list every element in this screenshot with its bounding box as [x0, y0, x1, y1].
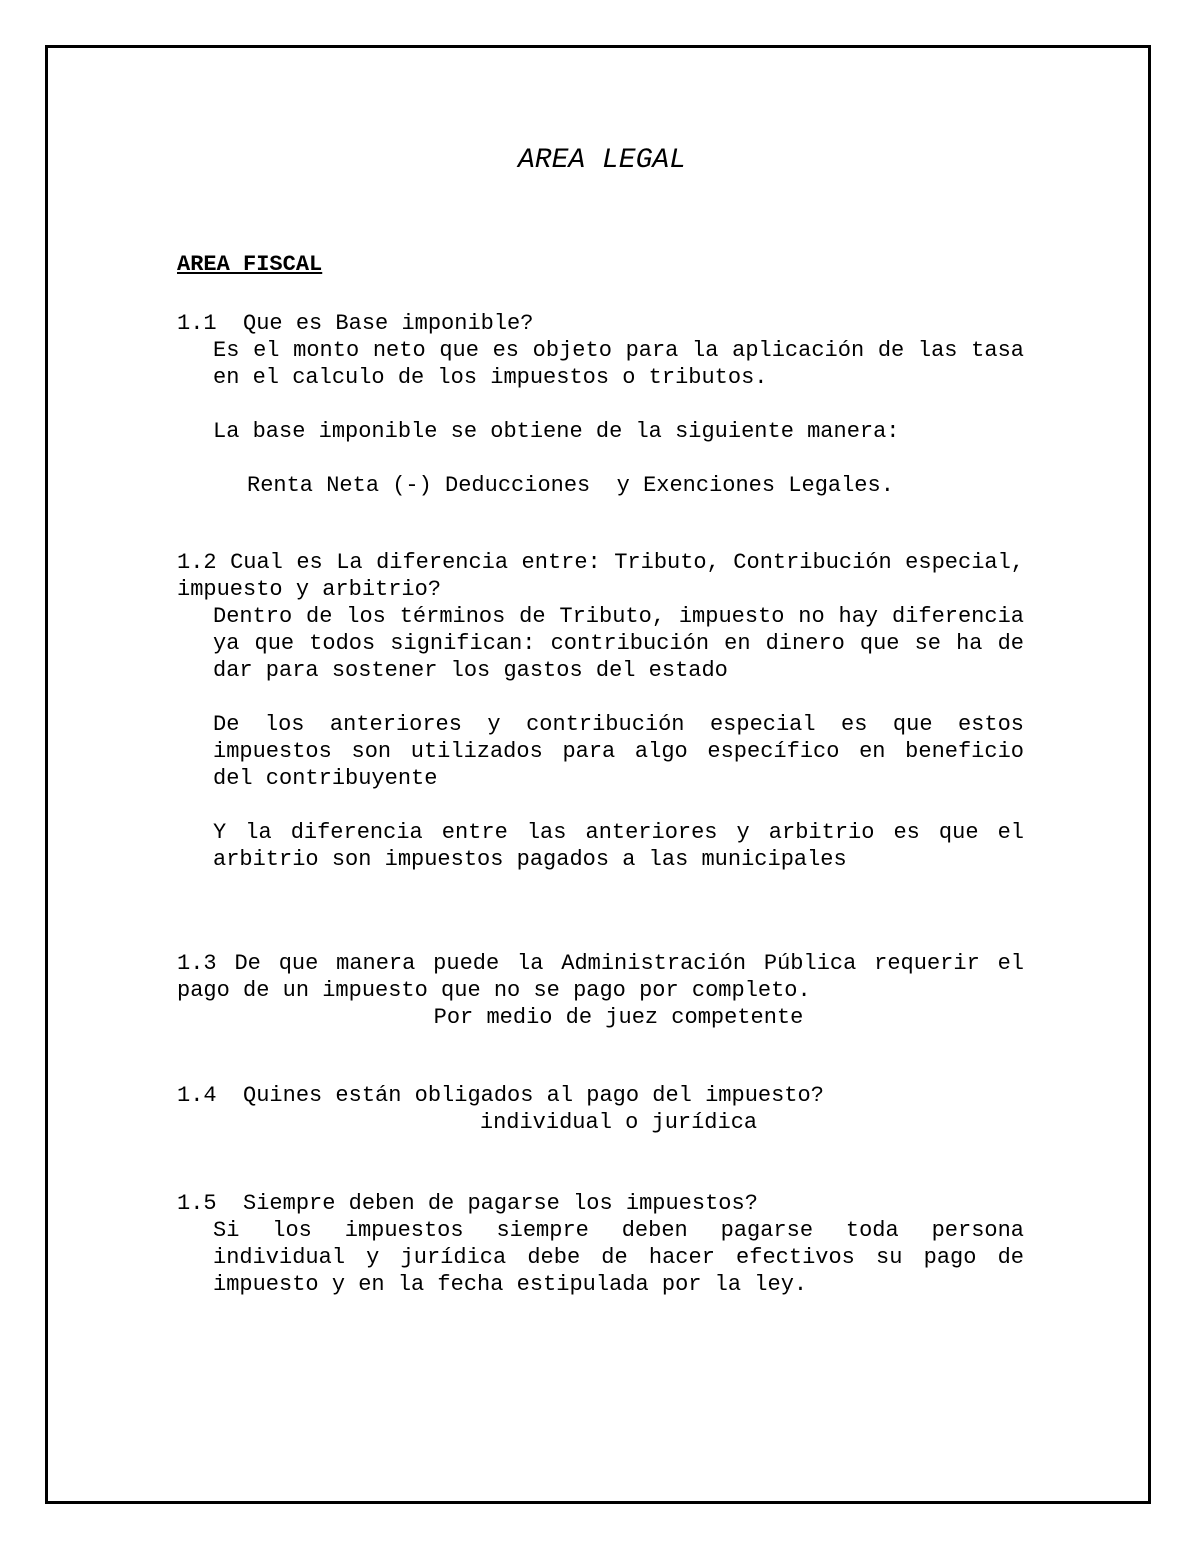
- question-1-3-title: [177, 950, 1024, 1004]
- question-1-1: [177, 310, 1024, 499]
- question-text: Quines están obligados al pago del impuesto?: [243, 1083, 824, 1108]
- question-1-4-title: [177, 1082, 1024, 1109]
- question-number: 1.1: [177, 311, 217, 336]
- answer-line: individual o jurídica: [479, 1110, 758, 1135]
- question-number: 1.4: [177, 1083, 217, 1108]
- answer-paragraph: De los anteriores y contribución especial es que estos impuestos son utilizados para algo específico en beneficio del contribuyente: [213, 712, 1024, 791]
- question-1-1-title: [177, 310, 1024, 337]
- answer-paragraph: La base imponible se obtiene de la siguiente manera:: [213, 419, 900, 444]
- formula-line: Renta Neta (-) Deducciones y Exenciones Legales.: [247, 473, 894, 498]
- answer-paragraph: Y la diferencia entre las anteriores y arbitrio es que el arbitrio son impuestos pagados a las municipales: [213, 820, 1024, 872]
- question-1-3: [177, 950, 1024, 1031]
- document-title: AREA LEGAL: [517, 145, 687, 176]
- answer-paragraph: Dentro de los términos de Tributo, impuesto no hay diferencia ya que todos significan: contribución en dinero que se ha de dar para sostener los gastos del estado: [213, 604, 1024, 683]
- question-1-2-title: [177, 549, 1024, 603]
- question-1-5-title: [177, 1190, 1024, 1217]
- answer-line: Por medio de juez competente: [433, 1005, 804, 1030]
- question-text: Cual es La diferencia entre: Tributo, Contribución especial, impuesto y arbitrio?: [177, 550, 1024, 602]
- question-1-2: [177, 549, 1024, 873]
- answer-paragraph: Es el monto neto que es objeto para la aplicación de las tasa en el calculo de los impuestos o tributos.: [213, 338, 1024, 390]
- section-heading: AREA FISCAL: [177, 252, 323, 277]
- question-number: 1.3: [177, 951, 217, 976]
- question-text: Siempre deben de pagarse los impuestos?: [243, 1191, 758, 1216]
- question-text: Que es Base imponible?: [243, 311, 534, 336]
- question-text: De que manera puede la Administración Pública requerir el pago de un impuesto que no se pago por completo.: [177, 951, 1025, 1003]
- answer-paragraph: Si los impuestos siempre deben pagarse toda persona individual y jurídica debe de hacer efectivos su pago de impuesto y en la fecha estipulada por la ley.: [213, 1218, 1024, 1297]
- question-number: 1.2: [177, 550, 217, 575]
- question-1-5: [177, 1190, 1024, 1298]
- question-number: 1.5: [177, 1191, 217, 1216]
- question-1-4: [177, 1082, 1024, 1136]
